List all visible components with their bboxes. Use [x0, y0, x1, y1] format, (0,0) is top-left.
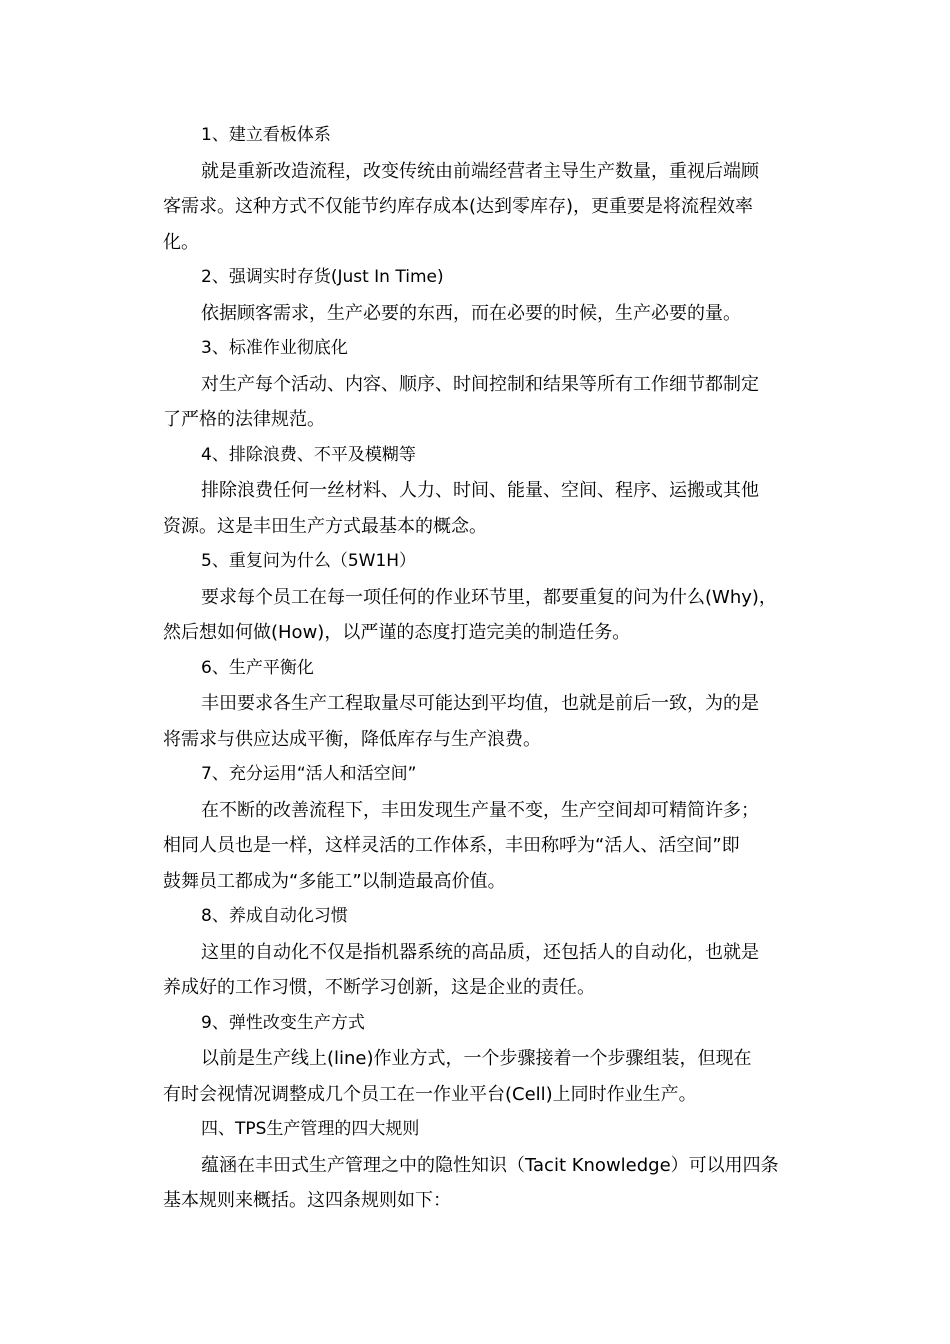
paragraph-line: 了严格的法律规范。	[163, 409, 325, 430]
paragraph-line: 就是重新改造流程，改变传统由前端经营者主导生产数量，重视后端顾	[201, 160, 759, 182]
paragraph-line: 基本规则来概括。这四条规则如下：	[163, 1190, 451, 1211]
section-heading: 7、充分运用“活人和活空间”	[201, 764, 417, 784]
paragraph-line: 依据顾客需求，生产必要的东西，而在必要的时候，生产必要的量。	[201, 302, 741, 324]
paragraph-line: 化。	[163, 231, 199, 253]
paragraph-line: 对生产每个活动、内容、顺序、时间控制和结果等所有工作细节都制定	[201, 373, 759, 395]
paragraph-line: 客需求。这种方式不仅能节约库存成本(达到零库存)，更重要是将流程效率	[163, 196, 754, 217]
section-heading: 9、弹性改变生产方式	[201, 1012, 365, 1033]
paragraph-line: 将需求与供应达成平衡，降低库存与生产浪费。	[163, 728, 541, 750]
paragraph-line: 蕴涵在丰田式生产管理之中的隐性知识（Tacit Knowledge）可以用四条	[201, 1154, 779, 1176]
paragraph-line: 丰田要求各生产工程取量尽可能达到平均值，也就是前后一致，为的是	[201, 693, 759, 714]
paragraph-line: 有时会视情况调整成几个员工在一作业平台(Cell)上同时作业生产。	[163, 1083, 697, 1105]
paragraph-line: 要求每个员工在每一项任何的作业环节里，都要重复的问为什么(Why)，	[201, 586, 777, 608]
paragraph-line: 在不断的改善流程下，丰田发现生产量不变，生产空间却可精简许多；	[201, 799, 759, 821]
section-heading: 四、TPS生产管理的四大规则	[201, 1119, 420, 1139]
section-heading: 1、建立看板体系	[201, 125, 331, 145]
document-page	[163, 118, 803, 1219]
paragraph-line: 相同人员也是一样，这样灵活的工作体系，丰田称呼为“活人、活空间”即	[163, 835, 740, 856]
section-heading: 3、标准作业彻底化	[201, 338, 348, 358]
paragraph-line: 鼓舞员工都成为“多能工”以制造最高价值。	[163, 870, 506, 892]
paragraph-line: 排除浪费任何一丝材料、人力、时间、能量、空间、程序、运搬或其他	[201, 480, 759, 501]
section-heading: 5、重复问为什么（5W1H）	[201, 551, 417, 571]
paragraph-line: 这里的自动化不仅是指机器系统的高品质，还包括人的自动化，也就是	[201, 941, 759, 963]
paragraph-line: 养成好的工作习惯，不断学习创新，这是企业的责任。	[163, 977, 595, 998]
paragraph-line: 以前是生产线上(line)作业方式，一个步骤接着一个步骤组装，但现在	[201, 1048, 752, 1069]
section-heading: 8、养成自动化习惯	[201, 906, 348, 926]
paragraph-line: 资源。这是丰田生产方式最基本的概念。	[163, 515, 487, 537]
section-heading: 6、生产平衡化	[201, 657, 314, 678]
section-heading: 2、强调实时存货(Just In Time)	[201, 267, 444, 287]
section-heading: 4、排除浪费、不平及模糊等	[201, 444, 416, 465]
paragraph-line: 然后想如何做(How)，以严谨的态度打造完美的制造任务。	[163, 622, 631, 643]
